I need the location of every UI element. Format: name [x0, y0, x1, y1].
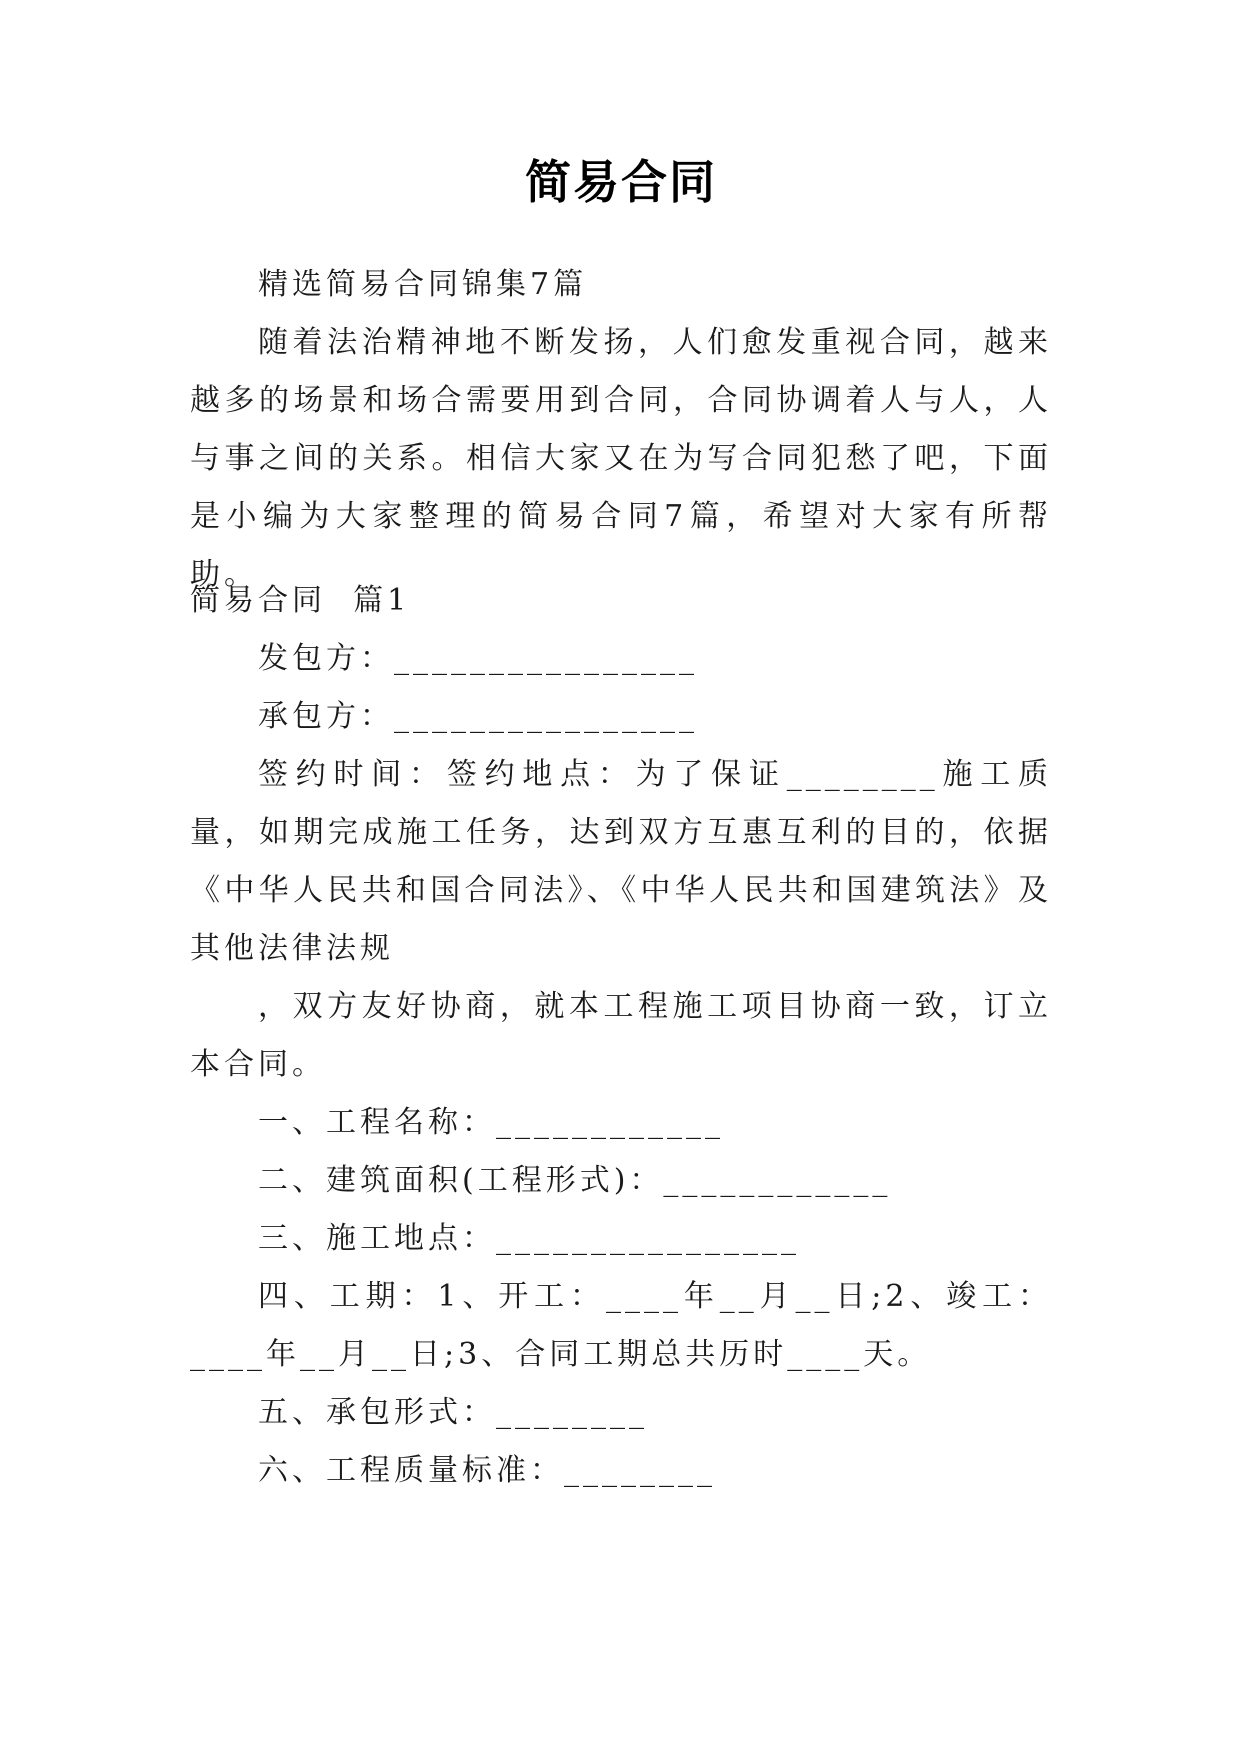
section-block	[190, 572, 1052, 1500]
document-title: 简易合同	[525, 155, 717, 209]
contract-line-preamble: 签约时间：签约地点：为了保证________施工质量，如期完成施工任务，达到双方互惠互利的目的，依据《中华人民共和国合同法》、《中华人民共和国建筑法》及其他法律法规	[190, 757, 1052, 966]
contract-line-building-area: 二、建筑面积(工程形式)：____________	[258, 1163, 892, 1198]
intro-paragraph: 随着法治精神地不断发扬，人们愈发重视合同，越来越多的场景和场合需要用到合同，合同协调着人与人，人与事之间的关系。相信大家又在为写合同犯愁了吧，下面是小编为大家整理的简易合同7篇，希望对大家有所帮助。	[190, 325, 1052, 592]
contract-line-contractor: 承包方：________________	[258, 699, 698, 734]
contract-line-employer: 发包方：________________	[258, 641, 698, 676]
contract-line-location: 三、施工地点：________________	[258, 1221, 800, 1256]
section-heading: 简易合同 篇1	[190, 583, 411, 618]
contract-line-contract-form: 五、承包形式：________	[258, 1395, 648, 1430]
contract-line-schedule: 四、工期：1、开工：____年__月__日;2、竣工：____年__月__日;3、合同工期总共历时____天。	[190, 1279, 1052, 1372]
intro-block	[190, 256, 1052, 604]
intro-subtitle: 精选简易合同锦集7篇	[258, 267, 588, 302]
contract-line-agreement: ，双方友好协商，就本工程施工项目协商一致，订立本合同。	[190, 989, 1052, 1082]
contract-line-project-name: 一、工程名称：____________	[258, 1105, 724, 1140]
contract-line-quality-standard: 六、工程质量标准：________	[258, 1453, 716, 1488]
